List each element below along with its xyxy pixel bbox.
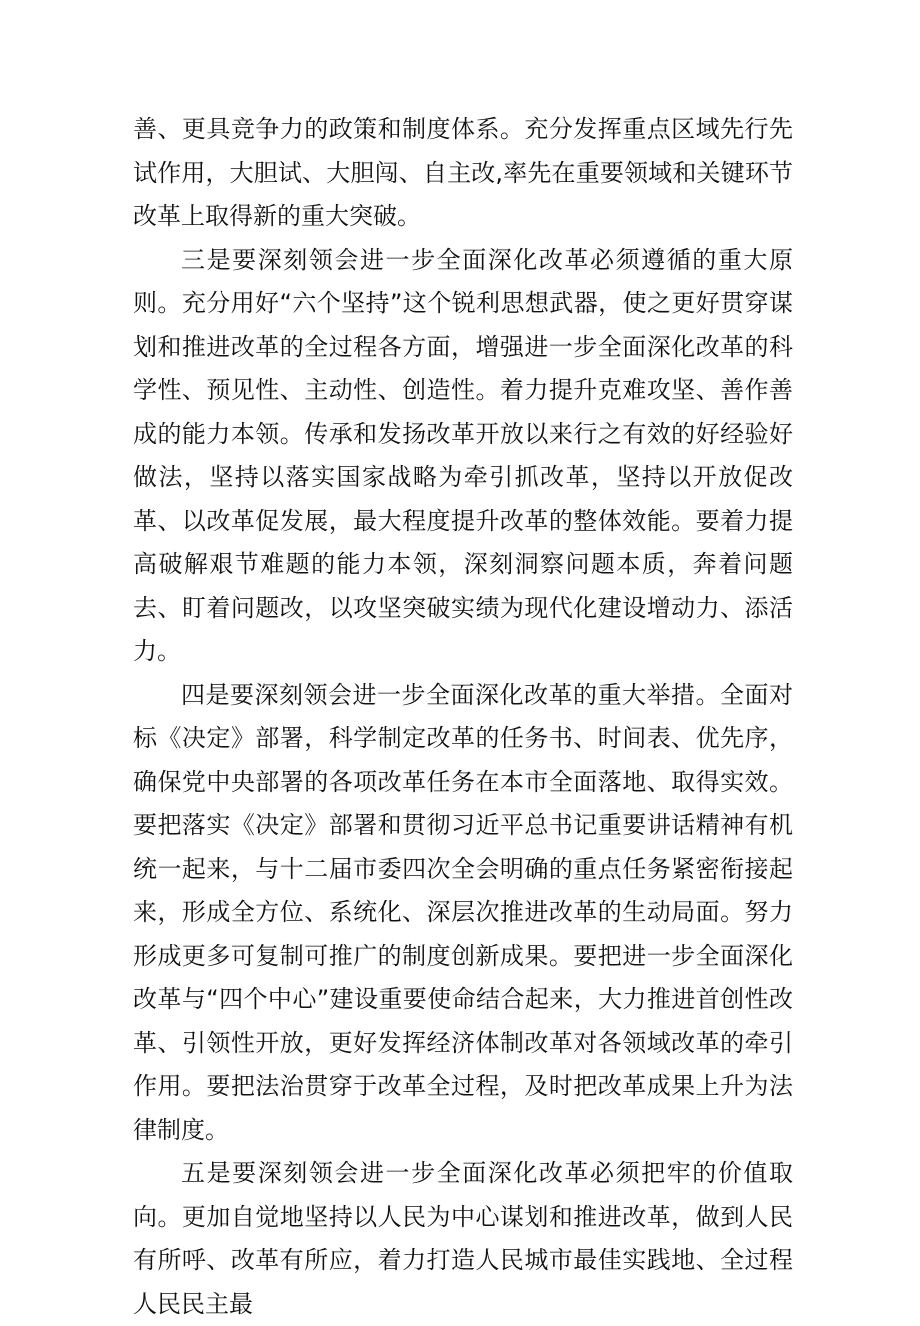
paragraph-measures: 四是要深刻领会进一步全面深化改革的重大举措。全面对标《决定》部署，科学制定改革的任务书、时间表、优先序，确保党中央部署的各项改革任务在本市全面落地、取得实效。要把落实《决定》部署和贯彻习近平总书记重要讲话精神有机统一起来，与十二届市委四次全会明确的重点任务紧密衔接起来，形成全方位、系统化、深层次推进改革的生动局面。努力形成更多可复制可推广的制度创新成果。要把进一步全面深化改革与“四个中心”建设重要使命结合起来，大力推进首创性改革、引领性开放，更好发挥经济体制改革对各领域改革的牵引作用。要把法治贯穿于改革全过程，及时把改革成果上升为法律制度。: [133, 680, 793, 1144]
paragraph-values: 五是要深刻领会进一步全面深化改革必须把牢的价值取向。更加自觉地坚持以人民为中心谋划和推进改革，做到人民有所呼、改革有所应，着力打造人民城市最佳实践地、全过程人民民主最: [133, 1159, 793, 1318]
paragraph-principles: 三是要深刻领会进一步全面深化改革必须遵循的重大原则。充分用好“六个坚持”这个锐利思想武器，使之更好贯穿谋划和推进改革的全过程各方面，增强进一步全面深化改革的科学性、预见性、主动性、创造性。着力提升克难攻坚、善作善成的能力本领。传承和发扬改革开放以来行之有效的好经验好做法，坚持以落实国家战略为牵引抓改革，坚持以开放促改革、以改革促发展，最大程度提升改革的整体效能。要着力提高破解艰节难题的能力本领，深刻洞察问题本质，奔着问题去、盯着问题改，以攻坚突破实绩为现代化建设增动力、添活力。: [133, 245, 793, 665]
document-body: [133, 108, 793, 1326]
paragraph-continuation: 善、更具竞争力的政策和制度体系。充分发挥重点区域先行先试作用，大胆试、大胆闯、自主改,率先在重要领域和关键环节改革上取得新的重大突破。: [133, 115, 793, 230]
